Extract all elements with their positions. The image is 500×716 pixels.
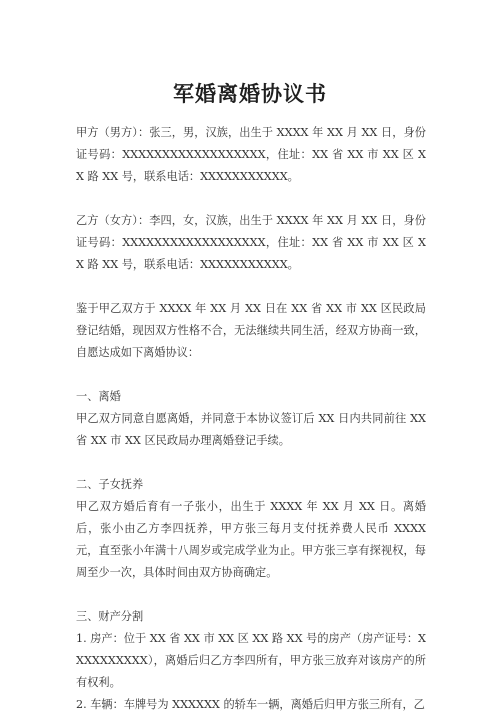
property-item-car: 2. 车辆：车牌号为 XXXXXX 的轿车一辆，离婚后归甲方张三所有，乙 bbox=[76, 698, 425, 711]
section-heading-custody: 二、子女抚养 bbox=[76, 478, 144, 491]
party-a-info: 甲方（男方）：张三，男，汉族，出生于 XXXX 年 XX 月 XX 日，身份证号码：XXXXXXXXXXXXXXXXXX，住址：XX 省 XX 市 XX 区 XX 路 XX 号，联系电话：XXXXXXXXXXX。 bbox=[76, 126, 426, 183]
paragraph-gap bbox=[76, 364, 426, 386]
paragraph-gap bbox=[76, 584, 426, 606]
section-heading-divorce: 一、离婚 bbox=[76, 390, 121, 403]
document-body bbox=[76, 122, 426, 716]
paragraph-gap bbox=[76, 276, 426, 298]
intro-paragraph: 鉴于甲乙双方于 XXXX 年 XX 月 XX 日在 XX 省 XX 市 XX 区民政局登记结婚，现因双方性格不合，无法继续共同生活，经双方协商一致，自愿达成如下离婚协议： bbox=[76, 302, 426, 359]
document-title: 军婚离婚协议书 bbox=[173, 81, 327, 106]
section-heading-property: 三、财产分割 bbox=[76, 610, 144, 623]
section-body-divorce: 甲乙双方同意自愿离婚，并同意于本协议签订后 XX 日内共同前往 XX 省 XX 市 XX 区民政局办理离婚登记手续。 bbox=[76, 412, 426, 447]
paragraph-gap bbox=[76, 188, 426, 210]
section-body-custody: 甲乙双方婚后育有一子张小，出生于 XXXX 年 XX 月 XX 日。离婚后，张小由乙方李四抚养，甲方张三每月支付抚养费人民币 XXXX 元，直至张小年满十八周岁或完成学业为止。甲方张三享有探视权，每周至少一次，具体时间由双方协商确定。 bbox=[76, 500, 426, 579]
property-item-house: 1. 房产：位于 XX 省 XX 市 XX 区 XX 路 XX 号的房产（房产证号：XXXXXXXXXX），离婚后归乙方李四所有，甲方张三放弃对该房产的所有权利。 bbox=[76, 632, 426, 689]
party-b-info: 乙方（女方）：李四，女，汉族，出生于 XXXX 年 XX 月 XX 日，身份证号码：XXXXXXXXXXXXXXXXXX，住址：XX 省 XX 市 XX 区 XX 路 XX 号，联系电话：XXXXXXXXXXX。 bbox=[76, 214, 426, 271]
paragraph-gap bbox=[76, 452, 426, 474]
